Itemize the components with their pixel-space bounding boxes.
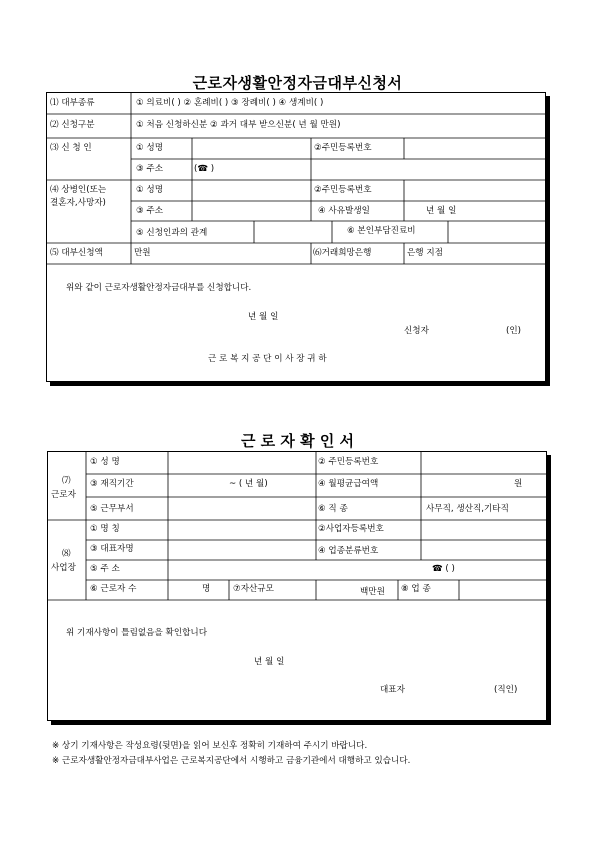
- asset-size-unit: 백만원: [360, 587, 385, 597]
- patient-address-label: ③ 주소: [136, 206, 164, 216]
- application-date[interactable]: 년 월 일: [248, 312, 279, 322]
- worker-wage-unit: 원: [514, 479, 523, 489]
- business-type-label: ⑧ 업 종: [401, 584, 431, 594]
- note-2: ※ 근로자생활안정자금대부사업은 근로복지공단에서 시행하고 금융기관에서 대행하고 있습니다.: [52, 756, 411, 766]
- workplace-address-label: ⑤ 주 소: [90, 564, 120, 574]
- application-type-options[interactable]: ① 처음 신청하신분 ② 과거 대부 받으신분( 년 월 만원): [136, 120, 341, 130]
- form1-title: 근로자생활안정자금대부신청서: [192, 74, 403, 92]
- patient-label-line2: 결혼자,사망자): [50, 198, 106, 208]
- workplace-phone-field[interactable]: ☎ ( ): [432, 564, 455, 574]
- applicant-label: ⑶ 신 청 인: [50, 143, 92, 153]
- form1-frame: [46, 92, 546, 382]
- worker-count-unit: 명: [202, 584, 211, 594]
- patient-name-label: ① 성명: [136, 185, 164, 195]
- applicant-rrn-label: ②주민등록번호: [314, 143, 372, 153]
- form2-title: 근 로 자 확 인 서: [240, 432, 355, 450]
- business-regno-label: ②사업자등록번호: [318, 524, 384, 534]
- bank-label: ⑹거래희망은행: [313, 248, 372, 258]
- patient-label-line1: ⑷ 상병인(또는: [50, 185, 107, 195]
- application-statement: 위와 같이 근로자생활안정자금대부를 신청합니다.: [66, 283, 252, 293]
- note-1: ※ 상기 기재사항은 작성요령(뒷면)을 읽어 보신후 정확히 기재하여 주시기 바랍니다.: [52, 741, 368, 751]
- patient-rrn-label: ②주민등록번호: [314, 185, 372, 195]
- copay-label: ⑥ 본인부담진료비: [347, 226, 416, 236]
- loan-type-options[interactable]: ① 의료비( ) ② 혼례비( ) ③ 장례비( ) ④ 생계비( ): [136, 98, 324, 108]
- application-type-label: ⑵ 신청구분: [50, 120, 95, 130]
- worker-period-field[interactable]: ~ ( 년 월): [229, 479, 268, 489]
- confirm-statement: 위 기재사항이 틀림없음을 확인합니다: [66, 628, 208, 638]
- industry-code-label: ④ 업종분류번호: [318, 546, 379, 556]
- loan-amount-label: ⑸ 대부신청액: [50, 248, 103, 258]
- occurrence-date-field[interactable]: 년 월 일: [426, 206, 457, 216]
- applicant-address-label: ③ 주소: [136, 164, 164, 174]
- worker-count-label: ⑥ 근로자 수: [90, 584, 137, 594]
- confirm-date[interactable]: 년 월 일: [254, 657, 285, 667]
- worker-job-label: ⑥ 직 종: [318, 504, 348, 514]
- representative-sign-label: 대표자: [380, 685, 405, 695]
- bank-field[interactable]: 은행 지점: [407, 248, 443, 258]
- company-seal: (직인): [494, 685, 518, 695]
- loan-amount-unit: 만원: [134, 248, 151, 258]
- worker-name-label: ① 성 명: [90, 457, 120, 467]
- worker-job-options[interactable]: 사무직, 생산직,기타직: [426, 504, 509, 514]
- applicant-name-label: ① 성명: [136, 143, 164, 153]
- workplace-name-label: ① 명 칭: [90, 524, 120, 534]
- applicant-phone-field[interactable]: (☎ ): [194, 164, 215, 174]
- workplace-label: 사업장: [51, 563, 76, 573]
- workplace-label-num: ⑻: [62, 549, 71, 559]
- relationship-label: ⑤ 신청인과의 관계: [136, 228, 208, 238]
- worker-label: 근로자: [51, 490, 76, 500]
- worker-wage-label: ④ 월평균급여액: [318, 479, 379, 489]
- asset-size-label: ⑦자산규모: [233, 584, 274, 594]
- applicant-seal: (인): [506, 326, 522, 336]
- worker-label-num: ⑺: [62, 476, 71, 486]
- applicant-sign-label: 신청자: [404, 326, 429, 336]
- worker-rrn-label: ② 주민등록번호: [318, 457, 379, 467]
- loan-type-label: ⑴ 대부종류: [50, 98, 95, 108]
- worker-period-label: ③ 재직기간: [90, 479, 134, 489]
- representative-label: ③ 대표자명: [90, 544, 134, 554]
- occurrence-date-label: ④ 사유발생일: [318, 206, 370, 216]
- addressee: 근 로 복 지 공 단 이 사 장 귀 하: [208, 354, 327, 364]
- worker-dept-label: ⑤ 근무부서: [90, 504, 134, 514]
